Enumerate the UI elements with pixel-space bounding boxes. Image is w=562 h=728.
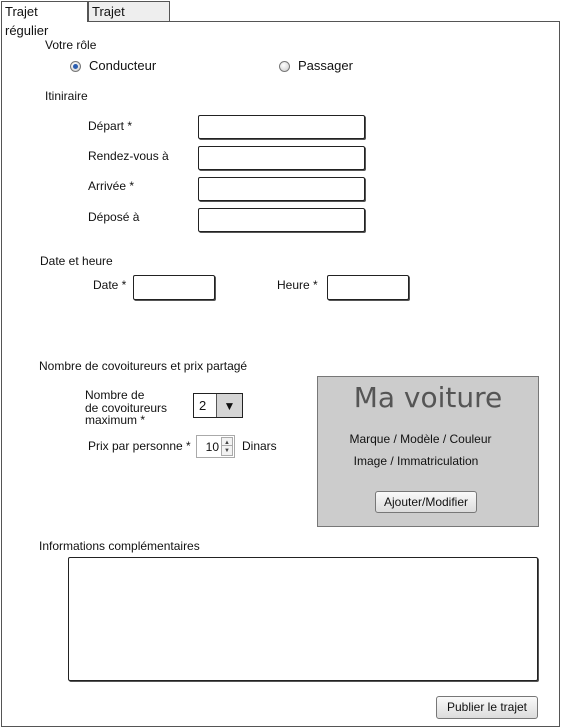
arrivee-input[interactable] bbox=[199, 178, 364, 200]
car-panel bbox=[317, 376, 539, 527]
car-details-line1: Marque / Modèle / Couleur bbox=[349, 432, 492, 446]
rendezvous-label: Rendez-vous à bbox=[88, 149, 169, 163]
time-label: Heure * bbox=[277, 278, 318, 292]
add-edit-car-button-label: Ajouter/Modifier bbox=[383, 495, 469, 509]
date-input[interactable] bbox=[134, 276, 214, 299]
rendezvous-field[interactable] bbox=[198, 146, 365, 170]
itinerary-section-title: Itiniraire bbox=[45, 89, 88, 103]
depart-input[interactable] bbox=[199, 116, 364, 138]
increment-arrow-icon[interactable]: ▲ bbox=[221, 437, 233, 448]
info-textarea[interactable] bbox=[69, 558, 537, 680]
tab-trajet-unique[interactable] bbox=[88, 1, 170, 21]
decrement-arrow-icon[interactable]: ▼ bbox=[221, 445, 233, 456]
price-unit: Dinars bbox=[242, 439, 277, 453]
info-field[interactable] bbox=[68, 557, 538, 681]
time-field[interactable] bbox=[327, 275, 409, 300]
radio-conducteur[interactable] bbox=[70, 61, 81, 72]
chevron-down-icon[interactable]: ▼ bbox=[216, 394, 242, 417]
depose-input[interactable] bbox=[199, 209, 364, 231]
date-field[interactable] bbox=[133, 275, 215, 300]
tab-label: Trajet régulier bbox=[5, 4, 49, 38]
car-panel-title: Ma voiture bbox=[353, 381, 503, 414]
price-stepper[interactable] bbox=[196, 435, 235, 458]
arrivee-field[interactable] bbox=[198, 177, 365, 201]
arrivee-label: Arrivée * bbox=[88, 179, 135, 193]
tab-label: Trajet bbox=[92, 4, 125, 19]
carpool-section-title: Nombre de covoitureurs et prix partagé bbox=[39, 359, 248, 373]
max-carpoolers-label-line3: maximum * bbox=[85, 413, 146, 427]
depose-field[interactable] bbox=[198, 208, 365, 232]
max-carpoolers-label-line2: de covoitureurs bbox=[85, 401, 168, 415]
publish-trip-button[interactable] bbox=[436, 696, 538, 719]
depart-field[interactable] bbox=[198, 115, 365, 139]
radio-selected-dot bbox=[73, 64, 78, 69]
info-section-title: Informations complémentaires bbox=[39, 539, 200, 553]
depose-label: Déposé à bbox=[88, 210, 140, 224]
max-carpoolers-label-line1: Nombre de bbox=[85, 388, 145, 402]
radio-conducteur-label: Conducteur bbox=[89, 58, 157, 73]
publish-trip-button-label: Publier le trajet bbox=[446, 700, 528, 714]
price-label: Prix par personne * bbox=[88, 439, 191, 453]
time-input[interactable] bbox=[328, 276, 408, 299]
tab-trajet-regulier[interactable] bbox=[1, 1, 88, 38]
car-details-line2: Image / Immatriculation bbox=[353, 454, 479, 468]
depart-label: Départ * bbox=[88, 119, 133, 133]
max-carpoolers-select[interactable] bbox=[193, 393, 243, 418]
rendezvous-input[interactable] bbox=[199, 147, 364, 169]
radio-passager[interactable] bbox=[279, 61, 290, 72]
datetime-section-title: Date et heure bbox=[40, 254, 113, 268]
max-carpoolers-value: 2 bbox=[199, 398, 207, 413]
radio-passager-label: Passager bbox=[298, 58, 353, 73]
price-value: 10 bbox=[205, 440, 219, 454]
date-label: Date * bbox=[93, 278, 127, 292]
add-edit-car-button[interactable] bbox=[375, 491, 477, 513]
role-section-title: Votre rôle bbox=[45, 38, 97, 52]
